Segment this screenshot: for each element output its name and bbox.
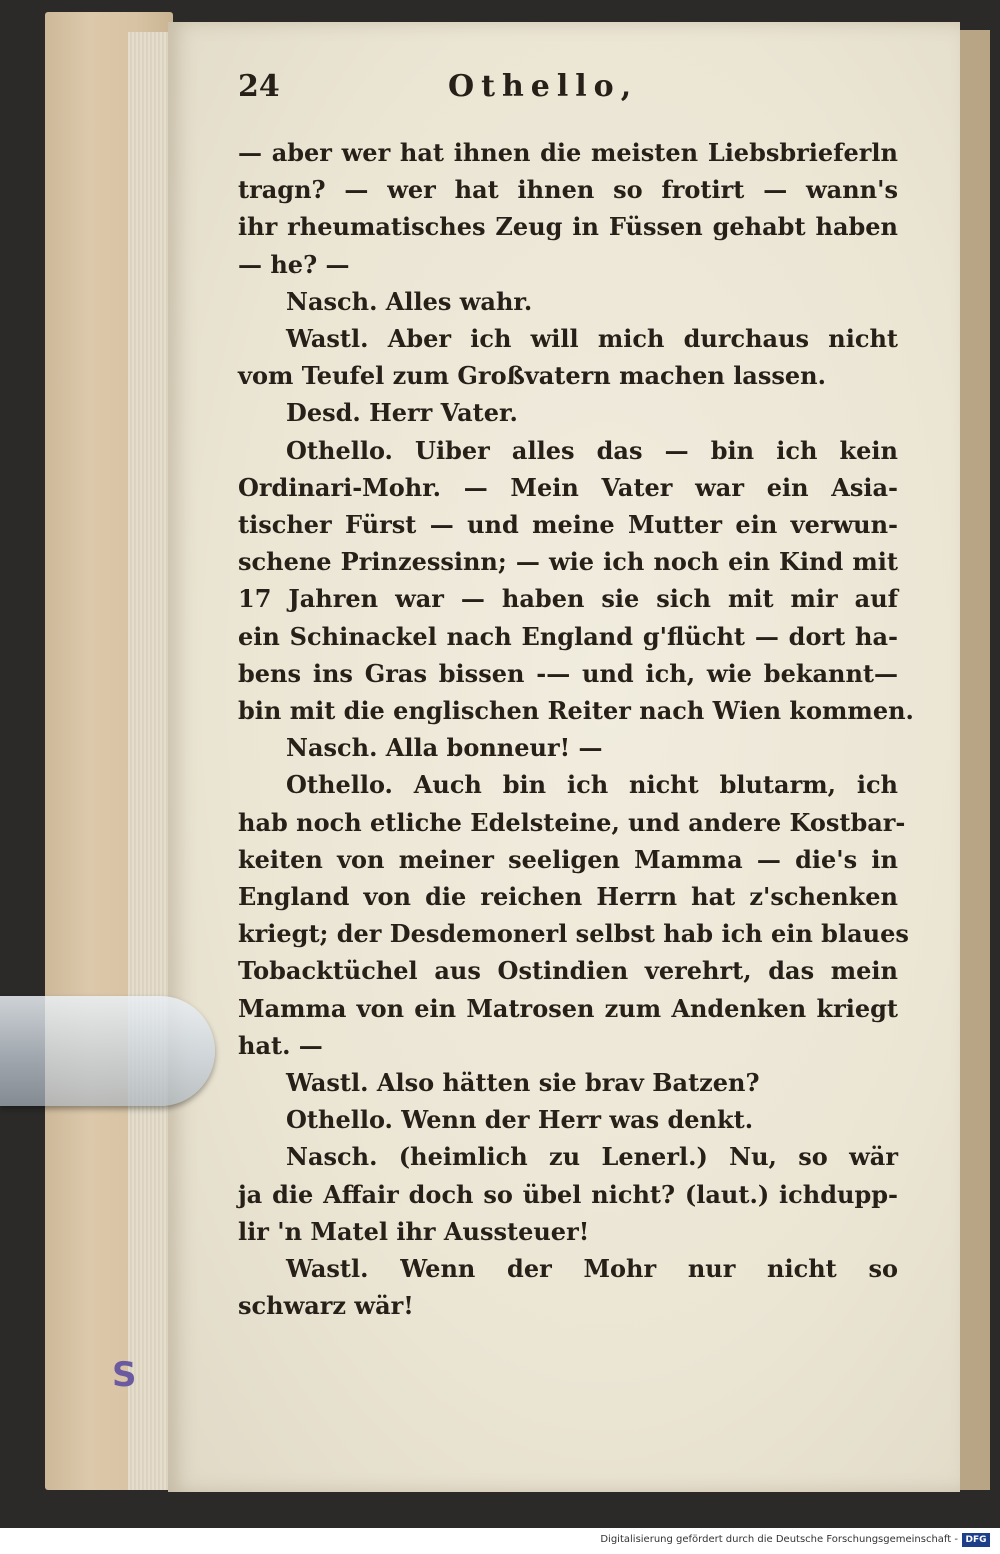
text-line: lir 'n Matel ihr Aussteuer! [238,1216,590,1246]
running-head [238,68,898,134]
running-title: Othello, [448,69,639,104]
text-line: kriegt; der Desdemonerl selbst hab ich ein blaues [238,919,909,949]
text-line: Nasch. Alles wahr. [286,286,533,316]
page-text [238,68,914,1325]
text-line: Othello. Wenn der Herr was denkt. [286,1105,754,1135]
footer [0,1528,1000,1554]
text-line: Wastl. Also hätten sie brav Batzen? [286,1068,760,1098]
funding-credit: Digitalisierung gefördert durch die Deutsche Forschungsgemeinschaft - [600,1534,958,1545]
text-line: Othello. Uiber alles das — bin ich kein [286,435,898,465]
glass-bookmark [0,996,215,1106]
text-line: schwarz wär! [238,1291,414,1321]
text-line: Wastl. Wenn der Mohr nur nicht so [286,1254,898,1284]
text-line: — aber wer hat ihnen die meisten Liebsbrieferln [238,138,898,167]
dfg-logo-icon: DFG [962,1533,990,1547]
text-line: hat. — [238,1030,323,1060]
page-number: 24 [238,69,280,104]
text-line: 17 Jahren war — haben sie sich mit mir auf [238,584,898,614]
library-stamp: S [112,1355,137,1395]
text-line: keiten von meiner seeligen Mamma — die's in [238,844,898,874]
back-cover-edge [960,30,990,1490]
text-line: Desd. Herr Vater. [286,398,518,428]
text-line: Nasch. Alla bonneur! — [286,733,603,763]
text-line: ja die Affair doch so übel nicht? (laut.) ichdupp- [238,1179,898,1209]
text-line: ein Schinackel nach England g'flücht — dort ha- [238,621,898,651]
text-line: Wastl. Aber ich will mich durchaus nicht [286,324,898,354]
text-line: England von die reichen Herrn hat z'schenken [238,882,898,912]
text-line: bens ins Gras bissen -— und ich, wie bekannt— [238,658,898,688]
text-line: vom Teufel zum Großvatern machen lassen. [238,361,826,391]
text-line: hab noch etliche Edelsteine, und andere Kostbar- [238,807,906,837]
text-line: bin mit die englischen Reiter nach Wien kommen. [238,696,914,726]
text-line: ihr rheumatisches Zeug in Füssen gehabt haben [238,212,898,242]
text-line: schene Prinzessinn; — wie ich noch ein Kind mit [238,547,898,577]
text-line: tragn? — wer hat ihnen so frotirt — wann's [238,175,898,205]
text-line: Tobacktüchel aus Ostindien verehrt, das mein [238,956,898,986]
text-line: Othello. Auch bin ich nicht blutarm, ich [286,770,898,800]
text-lines [238,134,914,1325]
text-line: — he? — [238,249,350,279]
text-line: Mamma von ein Matrosen zum Andenken kriegt [238,993,898,1023]
text-line: tischer Fürst — und meine Mutter ein verwun- [238,510,898,540]
text-line: Nasch. (heimlich zu Lenerl.) Nu, so wär [286,1142,898,1172]
text-line: Ordinari-Mohr. — Mein Vater war ein Asia- [238,472,898,502]
